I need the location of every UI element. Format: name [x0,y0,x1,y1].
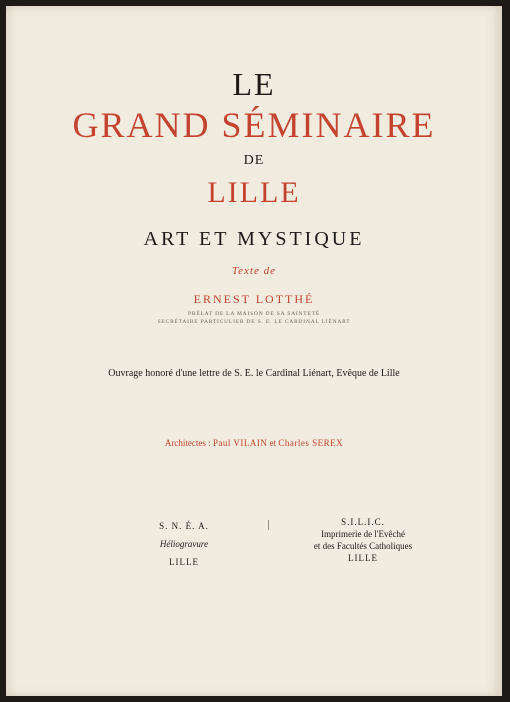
architects-label: Architectes : [164,438,211,448]
architects-conj: et [269,438,277,448]
title-line-de: DE [243,153,265,168]
honor-line: Ouvrage honoré d'une lettre de S. E. le Cardinal Liénart, Evêque de Lille [108,368,400,379]
architect-1: Paul VILAIN [212,438,268,448]
publisher-right-city: LILLE [348,553,378,563]
publisher-divider [268,520,269,530]
publisher-right [298,516,428,564]
architect-2: Charles SEREX [278,438,344,448]
title-page [6,6,502,696]
publisher-right-trade: Imprimerie de l'Evêché [320,529,406,539]
author-role-line1: PRÉLAT DE LA MAISON DE SA SAINTETÉ [188,311,320,317]
title-line-grand-seminaire: GRAND SÉMINAIRE [72,105,436,145]
publisher-left [124,520,244,568]
subtitle: ART ET MYSTIQUE [143,228,365,250]
publisher-right-name: S.I.L.I.C. [341,517,385,527]
publisher-right-trade-2: et des Facultés Catholiques [313,541,413,551]
publisher-left-trade: Héliogravure [159,539,209,549]
title-line-le: LE [232,66,276,102]
publisher-left-name: S. N. É. A. [159,521,209,531]
author-name: ERNEST LOTTHÉ [193,292,315,306]
publisher-left-city: LILLE [169,557,199,567]
title-line-lille: LILLE [207,176,301,209]
text-by-label: Texte de [232,265,276,277]
architects-line [6,438,502,448]
author-role-line2: SECRÉTAIRE PARTICULIER DE S. E. LE CARDINAL LIÉNART [157,319,351,325]
